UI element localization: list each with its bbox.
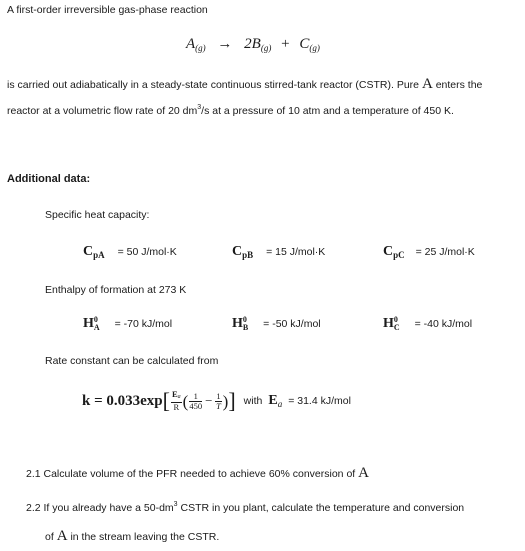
question-2-2-line-2: of A in the stream leaving the CSTR. [45, 528, 220, 544]
intro-text: A first-order irreversible gas-phase reaction [7, 4, 208, 16]
plus-sign: + [281, 36, 290, 52]
cp-a: CpA = 50 J/mol·K [83, 244, 177, 260]
heat-capacity-heading: Specific heat capacity: [45, 209, 150, 221]
inverse-t: $\frac{1}{T}$ [216, 390, 221, 411]
reaction-arrow: → [217, 36, 233, 52]
reactant-a: A [186, 36, 196, 52]
rate-equation: k = 0.033exp [ $\frac{Ea}{R}$ ( $\frac{1}{450}$ − $\frac{1}{T}$ ) ] with E a = 31.4 kJ/mol [82, 388, 351, 413]
inverse-450: $\frac{1}{450}$ [189, 390, 203, 411]
enthalpy-a: H 0 A = -70 kJ/mol [83, 315, 173, 333]
additional-data-heading: Additional data: [7, 173, 91, 185]
description-line-1: is carried out adiabatically in a steady-state continuous stirred-tank reactor (CSTR). Pure A enters the [7, 76, 483, 92]
enthalpy-c: H 0 C = -40 kJ/mol [383, 315, 473, 333]
description-line-2: reactor at a volumetric flow rate of 20 $dm^3/s$ at a pressure of 10 atm and a temperature of 450 K. [7, 104, 454, 117]
reaction-equation: $A_{(g)} \to 2B_{(g)} + C_{(g)}$ [186, 36, 320, 53]
ea-over-r: $\frac{Ea}{R}$ [171, 389, 181, 412]
cp-b: CpB = 15 J/mol·K [232, 244, 326, 260]
cp-c: CpC = 25 J/mol·K [383, 244, 475, 260]
enthalpy-b: H 0 B = -50 kJ/mol [232, 315, 321, 333]
rate-heading: Rate constant can be calculated from [45, 355, 219, 367]
product-c: C [299, 36, 310, 52]
product-b: 2B [244, 36, 261, 52]
question-2-1: 2.1 Calculate volume of the PFR needed to achieve 60% conversion of A [26, 465, 369, 481]
question-2-2-line-1: 2.2 If you already have a $50-dm^3$ CSTR in you plant, calculate the temperature and conversion [26, 501, 465, 514]
enthalpy-heading: Enthalpy of formation at 273 K [45, 284, 187, 296]
